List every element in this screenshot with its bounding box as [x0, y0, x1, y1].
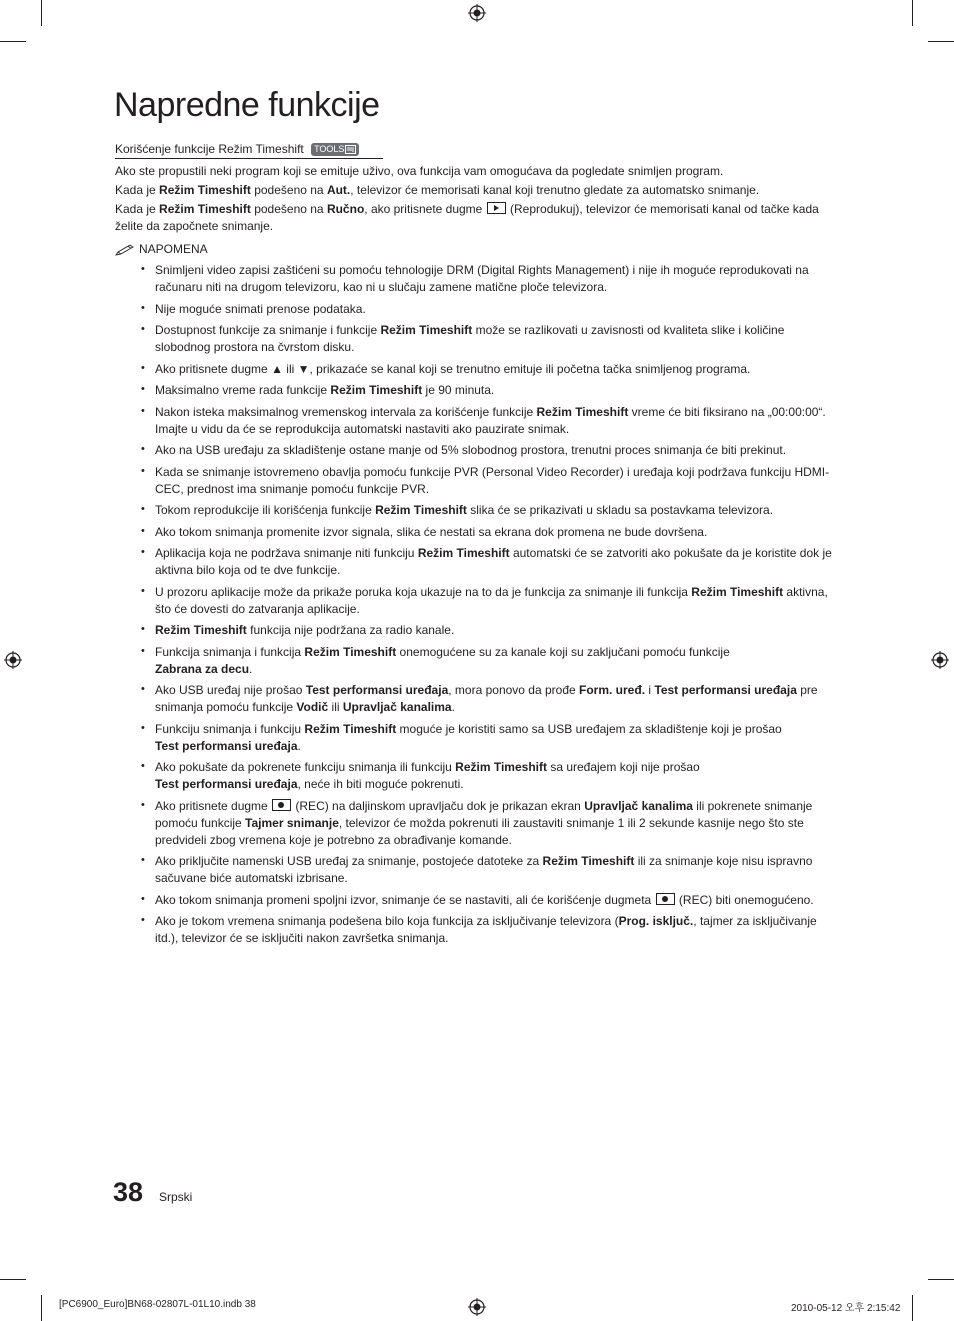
text: podešeno na	[250, 183, 327, 197]
text: (REC) biti onemogućeno.	[675, 892, 814, 907]
main-content	[115, 163, 837, 952]
note-header	[115, 241, 837, 258]
text: Snimljeni video zapisi zaštićeni su pomoću tehnologije DRM (Digital Rights Management) i nije ih moguće reprodukovati na računaru niti na drugom televizoru, kao ni u slučaju zamene matične ploče televizora.	[155, 263, 809, 294]
text: , tajmer za isključivanje itd.), televizor će se isključiti nakon završetka snimanja.	[155, 914, 817, 945]
text: Kada je	[115, 202, 160, 216]
play-button-icon	[487, 202, 506, 214]
text: Funkciju snimanja i funkciju	[155, 721, 305, 736]
bold-term: Test performansi uređaja	[305, 683, 449, 697]
bold-term: Tajmer snimanje	[245, 815, 339, 830]
text: Ako pritisnete dugme	[155, 798, 272, 813]
text: Ako je tokom vremena snimanja podešena bilo koja funkcija za isključivanje televizora (	[155, 914, 619, 928]
tools-badge	[311, 143, 359, 156]
section-heading	[115, 142, 383, 159]
list-item	[155, 682, 837, 716]
bold-term: Upravljač kanalima	[584, 798, 693, 813]
text: , ako pritisnete dugme	[364, 202, 486, 216]
bold-term: Zabrana za decu	[155, 661, 250, 676]
text: slika će se prikazivati u skladu sa postavkama televizora.	[466, 503, 774, 517]
bold-term: Režim Timeshift	[304, 721, 397, 736]
bold-term: Režim Timeshift	[542, 854, 635, 868]
text: , mora ponovo da prođe	[448, 683, 580, 697]
crop-mark	[41, 1295, 42, 1321]
text: , neće ih biti moguće pokrenuti.	[297, 777, 464, 791]
bold-term: Test performansi uređaja	[654, 683, 797, 697]
rec-button-icon	[656, 893, 675, 905]
text: ili pokrenete snimanje pomoću funkcije	[155, 798, 813, 830]
text: Ako tokom snimanja promeni spoljni izvor, snimanje će se nastaviti, ali će korišćenje dugmeta	[155, 892, 655, 907]
bold-term: Režim Timeshift	[155, 623, 247, 637]
crop-mark	[41, 0, 42, 26]
bold-term: Režim Timeshift	[380, 323, 473, 337]
page-language: Srpski	[159, 1190, 193, 1204]
crop-mark	[0, 41, 26, 42]
text: Nije moguće snimati prenose podataka.	[155, 301, 366, 316]
text: , televizor će možda pokrenuti ili zaustaviti snimanje 1 ili 2 sekunde kasnije nego što ste predvideli zbog vremena koje je potrebno za obrađivanje komande.	[155, 815, 804, 847]
text: aktivna, što će dovesti do zatvaranja aplikacije.	[155, 584, 828, 616]
text: ili za snimanje koje nisu ispravno sačuvane biće automatski izbrisane.	[155, 854, 813, 885]
list-item	[155, 382, 837, 399]
list-item	[155, 404, 837, 438]
bold-term: Ručno	[326, 202, 365, 216]
note-list	[115, 262, 837, 947]
bold-term: Režim Timeshift	[536, 404, 629, 419]
list-item	[155, 584, 837, 618]
text: Ako pritisnete dugme ▲ ili ▼, prikazaće se kanal koji se trenutno emituje ili početna tačka snimljenog programa.	[155, 361, 751, 376]
bold-term: Test performansi uređaja	[155, 738, 298, 753]
auto-paragraph	[115, 182, 837, 199]
crop-mark	[928, 41, 954, 42]
text: (REC) na daljinskom upravljaču dok je prikazan ekran	[292, 798, 585, 813]
bold-term: Režim Timeshift	[159, 183, 251, 197]
list-item	[155, 524, 837, 541]
bold-term: Prog. isključ.	[618, 914, 694, 928]
text: , televizor će memorisati kanal koji trenutno gledate za automatsko snimanje.	[350, 183, 760, 197]
text: automatski će se zatvoriti ako pokušate da je koristite dok je aktivna bilo koja od te dve funkcije.	[155, 546, 832, 577]
text: funkcija nije podržana za radio kanale.	[246, 623, 455, 637]
text: Ako priključite namenski USB uređaj za snimanje, postojeće datoteke za	[155, 854, 543, 868]
intro-paragraph: Ako ste propustili neki program koji se emituje uživo, ova funkcija vam omogućava da pogledate snimljen program.	[115, 164, 724, 178]
list-item	[155, 502, 837, 519]
list-item	[155, 442, 837, 459]
page-number: 38	[113, 1177, 144, 1207]
list-item	[155, 913, 837, 947]
section-heading-text: Korišćenje funkcije Režim Timeshift	[115, 142, 304, 156]
text: može se razlikovati u zavisnosti od kvaliteta slike i količine slobodnog prostora na čvrstom disku.	[155, 323, 785, 354]
list-item	[155, 361, 837, 378]
registration-mark-icon	[931, 651, 949, 669]
bold-term: Režim Timeshift	[330, 383, 423, 397]
list-item	[155, 322, 837, 356]
bold-term: Form. uređ.	[579, 683, 646, 697]
text: Ako tokom snimanja promenite izvor signala, slika će nestati sa ekrana dok promena ne bude dovršena.	[155, 524, 708, 539]
tools-icon	[345, 145, 356, 154]
list-item	[155, 759, 837, 793]
list-item	[155, 545, 837, 579]
text: i	[645, 683, 655, 697]
bold-term: Režim Timeshift	[304, 644, 397, 659]
bold-term: Režim Timeshift	[455, 760, 547, 774]
list-item	[155, 301, 837, 318]
list-item	[155, 721, 837, 755]
crop-mark	[928, 1279, 954, 1280]
text: ili	[328, 700, 343, 714]
text: Kada se snimanje istovremeno obavlja pomoću funkcije PVR (Personal Video Recorder) i uređaja koji podržava funkciju HDMI-CEC, prednost ima snimanje pomoću funkcije PVR.	[155, 464, 830, 496]
registration-mark-icon	[468, 1298, 486, 1316]
crop-mark	[912, 0, 913, 26]
bold-term: Režim Timeshift	[159, 202, 251, 216]
manual-paragraph	[115, 201, 837, 235]
text: Funkcija snimanja i funkcija	[155, 644, 305, 659]
text: vreme će biti fiksirano na „00:00:00“. Imajte u vidu da će se reprodukcija automatski nastaviti ako pauzirate snimak.	[155, 404, 826, 436]
list-item	[155, 622, 837, 639]
note-label: NAPOMENA	[139, 242, 208, 256]
file-info: [PC6900_Euro]BN68-02807L-01L10.indb 38	[59, 1299, 256, 1310]
list-item	[155, 644, 837, 678]
print-date: 2010-05-12 오후 2:15:42	[791, 1303, 901, 1314]
text: .	[297, 738, 301, 753]
text: U prozoru aplikacije može da prikaže poruka koja ukazuje na to da je funkcija za snimanje ili funkcija	[155, 584, 692, 599]
bold-term: Režim Timeshift	[375, 503, 467, 517]
text: Ako na USB uređaju za skladištenje ostane manje od 5% slobodnog prostora, trenutni proces snimanja će biti prekinut.	[155, 443, 787, 457]
text: Dostupnost funkcije za snimanje i funkcije	[155, 323, 381, 337]
tools-badge-label: TOOLS	[314, 144, 345, 154]
text: podešeno na	[250, 202, 327, 216]
registration-mark-icon	[4, 651, 22, 669]
crop-mark	[912, 1295, 913, 1321]
crop-mark	[0, 1279, 26, 1280]
list-item	[155, 853, 837, 887]
list-item	[155, 798, 837, 849]
text: Ako USB uređaj nije prošao	[155, 683, 306, 697]
list-item	[155, 464, 837, 498]
page-title: Napredne funkcije	[114, 86, 380, 124]
text: pre snimanja pomoću funkcije	[155, 683, 818, 714]
rec-button-icon	[272, 799, 291, 811]
text: Maksimalno vreme rada funkcije	[155, 383, 331, 397]
text: Aplikacija koja ne podržava snimanje niti funkciju	[155, 546, 418, 560]
bold-term: Režim Timeshift	[691, 584, 784, 599]
text: Kada je	[115, 183, 160, 197]
bold-term: Režim Timeshift	[417, 546, 510, 560]
text: moguće je koristiti samo sa USB uređajem za skladištenje koji je prošao	[396, 721, 782, 736]
text: Ako pokušate da pokrenete funkciju snimanja ili funkciju	[155, 760, 456, 774]
list-item	[155, 892, 837, 909]
pencil-note-icon	[115, 244, 135, 256]
text: .	[451, 700, 455, 714]
bold-term: Test performansi uređaja	[155, 777, 298, 791]
text: onemogućene su za kanale koji su zaključani pomoću funkcije	[396, 644, 730, 659]
text: Tokom reprodukcije ili korišćenja funkcije	[155, 503, 376, 517]
text: .	[249, 661, 253, 676]
text: Nakon isteka maksimalnog vremenskog intervala za korišćenje funkcije	[155, 404, 537, 419]
list-item	[155, 262, 837, 296]
text: (Reprodukuj), televizor će memorisati kanal od tačke kada želite da započnete snimanje.	[115, 202, 819, 233]
bold-term: Upravljač kanalima	[342, 700, 452, 714]
registration-mark-icon	[468, 4, 486, 22]
text: sa uređajem koji nije prošao	[546, 760, 700, 774]
text: je 90 minuta.	[422, 383, 495, 397]
bold-term: Aut.	[326, 183, 351, 197]
bold-term: Vodič	[296, 700, 329, 714]
